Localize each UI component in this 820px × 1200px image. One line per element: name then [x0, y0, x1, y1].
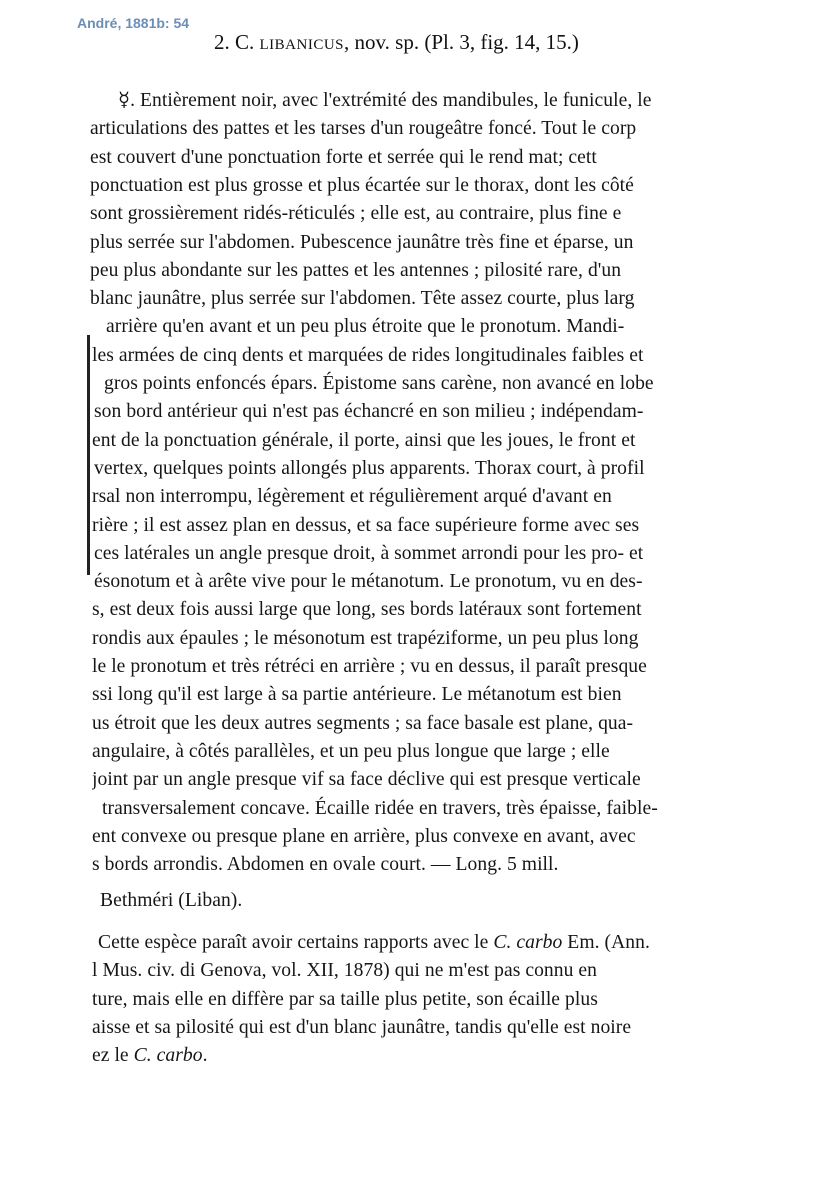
text-segment: Cette espèce paraît avoir certains rapports avec le — [98, 932, 494, 953]
text-line: son bord antérieur qui n'est pas échancré en son milieu ; indépendam- — [94, 401, 644, 423]
text-line: est couvert d'une ponctuation forte et serrée qui le rend mat; cett — [90, 146, 597, 168]
text-line: ssi long qu'il est large à sa partie antérieure. Le métanotum est bien — [92, 684, 622, 706]
text-line: angulaire, à côtés parallèles, et un peu plus longue que large ; elle — [92, 740, 610, 762]
text-segment: l Mus. civ. di Genova, vol. XII, 1878) qui ne m'est pas connu en — [92, 960, 598, 982]
italic-taxon-name: C. carbo — [133, 1045, 203, 1067]
text-line: s, est deux fois aussi large que long, ses bords latéraux sont fortement — [92, 599, 642, 621]
heading-species-name: libanicus — [259, 30, 345, 54]
text-line: peu plus abondante sur les pattes et les antennes ; pilosité rare, d'un — [90, 259, 622, 281]
text-line: articulations des pattes et les tarses d'un rougeâtre foncé. Tout le corp — [90, 118, 637, 140]
text-line: ent de la ponctuation générale, il porte, ainsi que les joues, le front et — [92, 429, 636, 451]
text-line: gros points enfoncés épars. Épistome sans carène, non avancé en lobe — [104, 373, 654, 394]
text-line: s bords arrondis. Abdomen en ovale court. — Long. 5 mill. — [92, 854, 559, 876]
text-line: arrière qu'en avant et un peu plus étroite que le pronotum. Mandi- — [106, 316, 625, 338]
text-line: us étroit que les deux autres segments ; sa face basale est plane, qua- — [92, 712, 634, 734]
locality-line: Bethméri (Liban). — [100, 890, 243, 911]
text-segment: Em. (Ann. — [562, 932, 650, 953]
text-segment: ture, mais elle en diffère par sa taille plus petite, son écaille plus — [92, 988, 598, 1010]
text-line: rondis aux épaules ; le mésonotum est trapéziforme, un peu plus long — [92, 627, 639, 649]
text-line: ☿. Entièrement noir, avec l'extrémité des mandibules, le funicule, le — [118, 90, 652, 111]
text-segment: . — [202, 1045, 208, 1067]
text-segment: aisse et sa pilosité qui est d'un blanc jaunâtre, tandis qu'elle est noire — [92, 1016, 632, 1038]
text-line: transversalement concave. Écaille ridée en travers, très épaisse, faible- — [102, 797, 658, 819]
text-line: rsal non interrompu, légèrement et régulièrement arqué d'avant en — [92, 486, 612, 508]
text-line: joint par un angle presque vif sa face déclive qui est presque verticale — [92, 769, 641, 791]
text-line: ponctuation est plus grosse et plus écartée sur le thorax, dont les côté — [90, 174, 634, 196]
text-line: ent convexe ou presque plane en arrière, plus convexe en avant, avec — [92, 825, 636, 847]
text-line: blanc jaunâtre, plus serrée sur l'abdomen. Tête assez courte, plus larg — [90, 288, 635, 310]
text-line — [92, 1015, 770, 1043]
text-line: rière ; il est assez plan en dessus, et sa face supérieure forme avec ses — [92, 514, 640, 536]
text-segment: ez le — [92, 1045, 134, 1067]
text-line: sont grossièrement ridés-réticulés ; elle est, au contraire, plus fine e — [90, 203, 622, 225]
text-line: ces latérales un angle presque droit, à sommet arrondi pour les pro- et — [94, 542, 644, 564]
text-line: le le pronotum et très rétréci en arrière ; vu en dessus, il paraît presque — [92, 656, 647, 677]
text-line — [92, 987, 770, 1015]
text-line: vertex, quelques points allongés plus apparents. Thorax court, à profil — [94, 457, 645, 479]
heading-number: 2. C. — [214, 30, 255, 54]
text-line: les armées de cinq dents et marquées de rides longitudinales faibles et — [92, 344, 644, 366]
italic-taxon-name: C. carbo — [493, 932, 563, 953]
text-line: ésonotum et à arête vive pour le métanotum. Le pronotum, vu en des- — [94, 571, 643, 593]
margin-scan-edge — [87, 335, 90, 575]
text-line — [98, 930, 770, 958]
text-line — [92, 1043, 770, 1071]
text-line: plus serrée sur l'abdomen. Pubescence jaunâtre très fine et éparse, un — [90, 231, 634, 253]
heading-rest: , nov. sp. (Pl. 3, fig. 14, 15.) — [344, 30, 579, 54]
text-line — [92, 958, 770, 986]
source-label: André, 1881b: 54 — [77, 15, 190, 31]
